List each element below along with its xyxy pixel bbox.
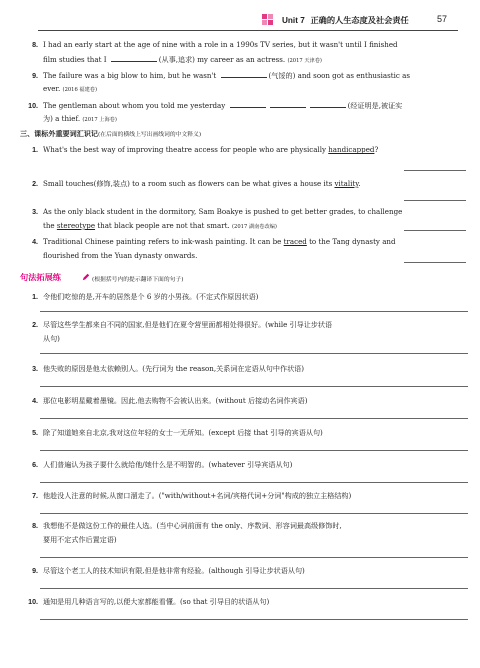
answer-blank[interactable] — [270, 100, 306, 108]
vocab-item-4-cont: flourished from the Yuan dynasty onwards. — [43, 251, 198, 260]
translation-answer-line[interactable] — [40, 311, 468, 312]
translation-item-4: 4. 那位电影明星戴着墨镜。因此,他去购物不会被认出来。(without 后接动名词作宾语) — [32, 396, 308, 405]
translation-item-6: 6. 人们普遍认为孩子要什么就给他/她什么是不明智的。(whatever 引导宾语从句) — [32, 460, 293, 469]
section-4-instruction: (根据括号内的提示翻译下面的句子) — [92, 277, 184, 283]
translation-item-9: 9. 尽管这个老工人的技术知识有限,但是他非常有经验。(although 引导让步状语从句) — [32, 566, 305, 575]
answer-blank[interactable] — [221, 70, 267, 78]
exercise-item-8-cont: film studies that I (从事,追求) my career as an actress. (2017 天津卷) — [43, 55, 322, 64]
exercise-item-9-cont: ever. (2016 福建卷) — [43, 84, 98, 93]
translation-answer-line[interactable] — [40, 450, 468, 451]
page-number: 57 — [437, 14, 448, 24]
translation-item-3: 3. 他失败的原因是他太依赖别人。(先行词为 the reason,关系词在定语从句中作状语) — [32, 364, 305, 373]
translation-item-1: 1. 令他们吃惊的是,开车的居然是个 6 岁的小男孩。(不定式作原因状语) — [32, 292, 259, 301]
vocab-answer-line[interactable] — [404, 170, 466, 171]
vocab-item-4: 4. Traditional Chinese painting refers to ink-wash painting. It can be traced to the Tang dynasty and — [32, 237, 396, 246]
page-header — [0, 12, 480, 32]
translation-item-8: 8. 我想他不是做这份工作的最佳人选。(当中心词前面有 the only、序数词、形容词最高级修饰时, — [32, 521, 342, 530]
translation-answer-line[interactable] — [40, 513, 468, 514]
section-4-label: 句法拓展练 — [20, 272, 86, 284]
exercise-item-10-cont: 为) a thief. (2017 上海卷) — [43, 114, 117, 123]
translation-item-5: 5. 除了知道她来自北京,我对这位年轻的女士一无所知。(except 后接 that 引导的宾语从句) — [32, 428, 323, 437]
translation-item-2: 2. 尽管这些学生都来自不同的国家,但是他们在夏令营里面都相处得很好。(while 引导让步状语 — [32, 320, 333, 329]
translation-item-7: 7. 他趁没人注意的时候,从窗口溜走了。("with/without+名词/宾格代词+分词"构成的独立主格结构) — [32, 491, 352, 500]
header-rule — [38, 30, 458, 31]
answer-blank[interactable] — [111, 54, 157, 62]
answer-blank[interactable] — [230, 100, 266, 108]
vocab-item-2: 2. Small touches(修饰,装点) to a room such as flowers can be what gives a house its vitality. — [32, 179, 361, 188]
translation-answer-line[interactable] — [40, 482, 468, 483]
translation-item-2-cont: 从句) — [43, 334, 60, 343]
vocab-answer-line[interactable] — [404, 200, 466, 201]
translation-answer-line[interactable] — [40, 588, 468, 589]
exercise-item-10: 10. The gentleman about whom you told me yesterday (经证明是,被证实 — [28, 101, 403, 110]
translation-answer-line[interactable] — [40, 418, 468, 419]
header-decoration-icon — [262, 14, 276, 28]
vocab-item-1: 1. What's the best way of improving theatre access for people who are physically handicapped? — [32, 145, 379, 154]
vocab-item-3: 3. As the only black student in the dormitory, Sam Boakye is pushed to get better grades, to challenge — [32, 207, 403, 216]
translation-answer-line[interactable] — [40, 353, 468, 354]
answer-blank[interactable] — [310, 100, 346, 108]
translation-answer-line[interactable] — [40, 557, 468, 558]
translation-item-10: 10. 通知是用几种语言写的,以便大家都能看懂。(so that 引导目的状语从句) — [28, 597, 270, 606]
translation-answer-line[interactable] — [40, 619, 468, 620]
exercise-item-9: 9. The failure was a big blow to him, but he wasn't (气馁的) and soon got as enthusiastic as — [32, 71, 410, 80]
translation-answer-line[interactable] — [40, 386, 468, 387]
section-3-heading: 三、课标外重要词汇识记(在后面的横线上写出画线词的中文释义) — [20, 129, 202, 138]
vocab-answer-line[interactable] — [404, 230, 466, 231]
translation-item-8-cont: 要用不定式作后置定语) — [43, 535, 117, 544]
vocab-item-3-cont: the stereotype that black people are not that smart. (2017 湖南卷改编) — [43, 221, 277, 230]
unit-title: Unit 7 正确的人生态度及社会责任 — [282, 15, 409, 25]
exercise-item-8: 8. I had an early start at the age of nine with a role in a 1990s TV series, but it wasn't until I finished — [32, 40, 398, 49]
pen-icon — [82, 273, 90, 281]
vocab-answer-line[interactable] — [404, 262, 466, 263]
